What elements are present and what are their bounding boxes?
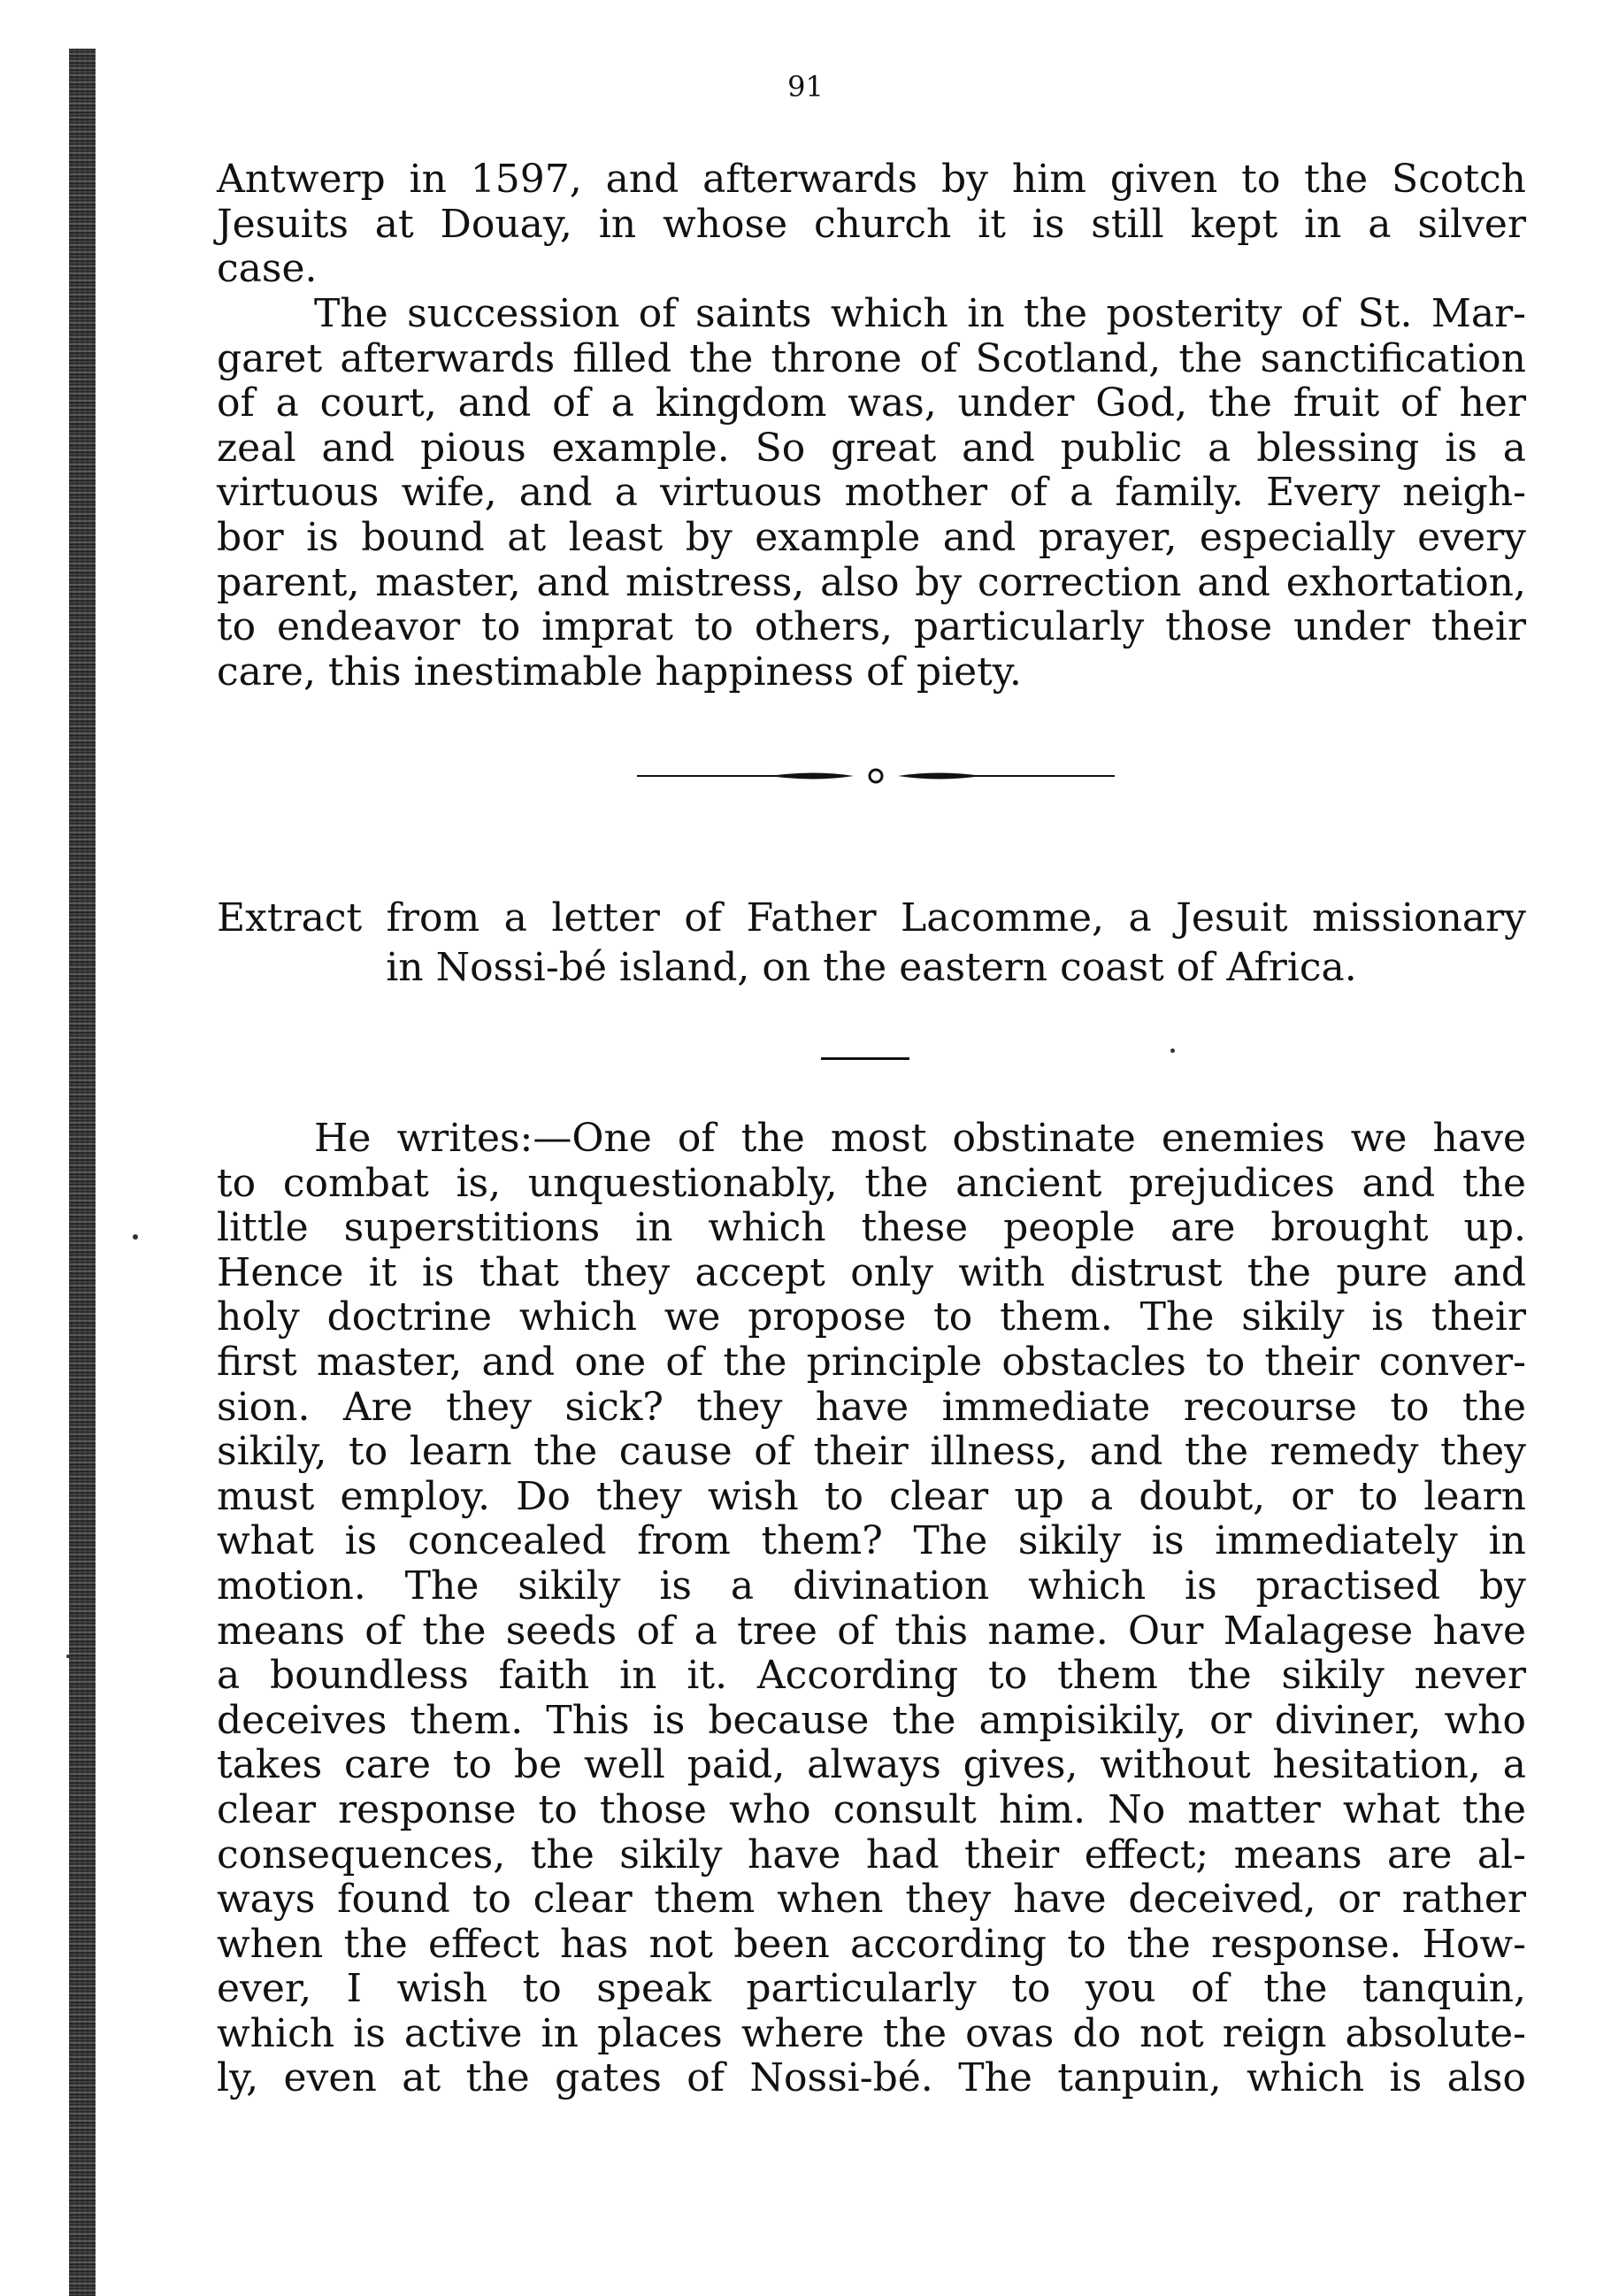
stray-ink-mark	[66, 1655, 70, 1658]
text-line: takes care to be well paid, always gives, without hesitation, a	[217, 1742, 1526, 1788]
text-line: deceives them. This is because the ampisikily, or diviner, who	[217, 1697, 1526, 1743]
text-line: Jesuits at Douay, in whose church it is still kept in a silver	[217, 201, 1526, 247]
text-line: what is concealed from them? The sikily is immediately in	[217, 1518, 1526, 1564]
text-line: parent, master, and mistress, also by correction and exhortation,	[217, 559, 1526, 605]
text-line: means of the seeds of a tree of this name. Our Malagese have	[217, 1608, 1526, 1654]
text-line: bor is bound at least by example and prayer, especially every	[217, 514, 1526, 560]
text-line: consequences, the sikily have had their effect; means are al-	[217, 1831, 1526, 1877]
text-line: of a court, and of a kingdom was, under God, the fruit of her	[217, 380, 1526, 426]
text-line: when the effect has not been according to the response. How-	[217, 1921, 1526, 1967]
ornamental-divider	[637, 766, 1115, 786]
text-line: ways found to clear them when they have deceived, or rather	[217, 1877, 1526, 1923]
text-line: ever, I wish to speak particularly to you of the tanquin,	[217, 1966, 1526, 2012]
text-line: must employ. Do they wish to clear up a doubt, or to learn	[217, 1473, 1526, 1519]
text-line: little superstitions in which these people are brought up.	[217, 1205, 1526, 1251]
text-line: virtuous wife, and a virtuous mother of a family. Every neigh-	[217, 470, 1526, 516]
text-line: He writes:—One of the most obstinate enemies we have	[314, 1116, 1526, 1161]
text-line: a boundless faith in it. According to them the sikily never	[217, 1653, 1526, 1699]
text-line: clear response to those who consult him. No matter what the	[217, 1786, 1526, 1832]
text-line: which is active in places where the ovas do not reign absolute-	[217, 2010, 1526, 2056]
text-line: garet afterwards filled the throne of Scotland, the sanctification	[217, 335, 1526, 381]
heading-line: Extract from a letter of Father Lacomme, a Jesuit missionary	[217, 895, 1526, 941]
text-line: care, this inestimable happiness of piety.	[217, 649, 1022, 695]
text-line: holy doctrine which we propose to them. The sikily is their	[217, 1294, 1526, 1340]
section-heading	[217, 894, 1526, 993]
heading-line: in Nossi-bé island, on the eastern coast of Africa.	[386, 945, 1357, 990]
text-line: ly, even at the gates of Nossi-bé. The tanpuin, which is also	[217, 2055, 1526, 2101]
text-line: first master, and one of the principle obstacles to their conver-	[217, 1339, 1526, 1385]
text-line: to endeavor to imprat to others, particularly those under their	[217, 604, 1526, 650]
paragraph-continuation	[217, 157, 1526, 292]
text-line: sikily, to learn the cause of their illness, and the remedy they	[217, 1429, 1526, 1475]
text-line: case.	[217, 246, 318, 292]
text-line: Hence it is that they accept only with distrust the pure and	[217, 1249, 1526, 1295]
short-rule	[821, 1057, 909, 1060]
stray-ink-mark	[133, 1234, 138, 1240]
text-line: zeal and pious example. So great and public a blessing is a	[217, 425, 1526, 471]
paragraph-letter	[217, 1117, 1526, 2101]
text-line: motion. The sikily is a divination which is practised by	[217, 1563, 1526, 1609]
stray-ink-mark	[1170, 1048, 1175, 1053]
text-line: sion. Are they sick? they have immediate recourse to the	[217, 1384, 1526, 1430]
text-line: The succession of saints which in the posterity of St. Mar-	[314, 291, 1526, 336]
page-number: 91	[787, 70, 824, 104]
page-binding-edge	[69, 49, 96, 2296]
paragraph-st-margaret	[217, 292, 1526, 695]
text-line: Antwerp in 1597, and afterwards by him given to the Scotch	[217, 157, 1526, 202]
text-line: to combat is, unquestionably, the ancient prejudices and the	[217, 1160, 1526, 1206]
